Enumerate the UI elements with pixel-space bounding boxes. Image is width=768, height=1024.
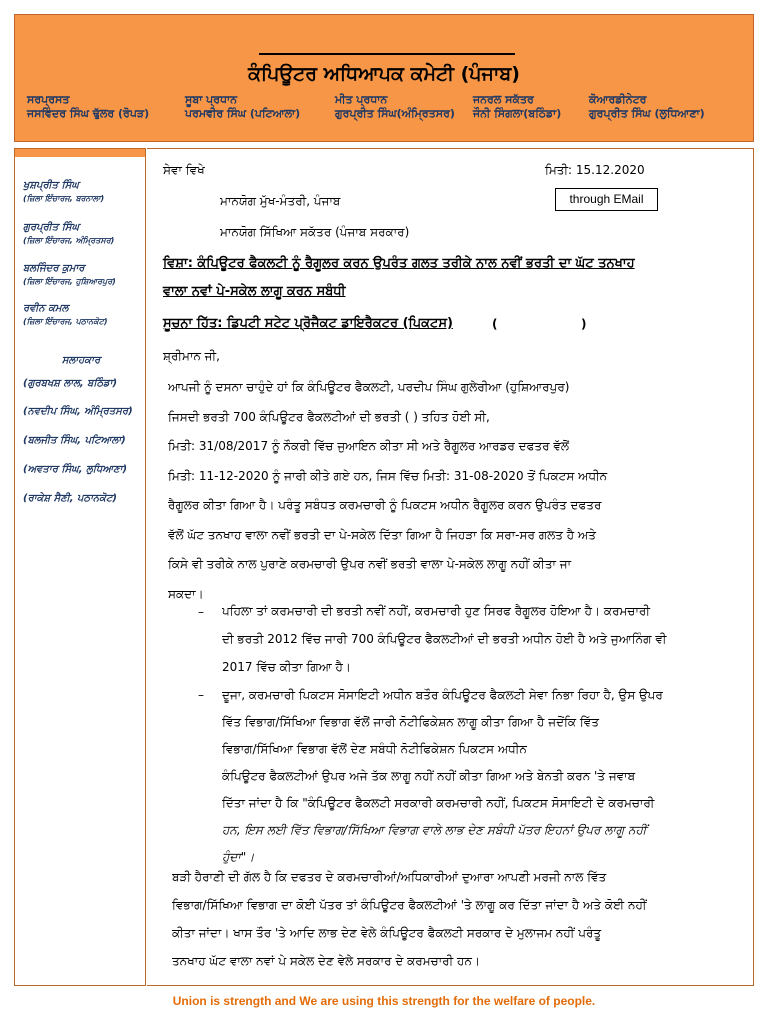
text-line: ਦੂਜਾ, ਕਰਮਚਾਰੀ ਪਿਕਟਸ ਸੋਸਾਇਟੀ ਅਧੀਨ ਬਤੌਰ ਕੰਪਿਊਟਰ ਫੈਕਲਟੀ ਸੇਵਾ ਨਿਭਾ ਰਿਹਾ ਹੈ, ਉਸ ਉਪਰ [222,688,663,702]
sidebar-member [23,179,104,205]
text-line: ਵਿੱਤ ਵਿਭਾਗ/ਸਿੱਖਿਆ ਵਿਭਾਗ ਵੱਲੋਂ ਜਾਰੀ ਨੋਟੀਫਿਕੇਸ਼ਨ ਲਾਗੂ ਕੀਤਾ ਗਿਆ ਹੈ ਜਦੋਂਕਿ ਵਿੱਤ [222,715,599,729]
delivery-method-box: through EMail [555,188,658,211]
member-name: ਬਲਜਿੰਦਰ ਕੁਮਾਰ [23,263,85,274]
officer-name: ਗੁਰਪ੍ਰੀਤ ਸਿੰਘ(ਅੰਮ੍ਰਿਤਸਰ) [335,107,455,120]
officer-role: ਜਨਰਲ ਸਕੱਤਰ [473,93,534,106]
sidebar-accent-bar [15,149,145,157]
text-line: ਆਪਜੀ ਨੂੰ ਦਸਨਾ ਚਾਹੁੰਦੇ ਹਾਂ ਕਿ ਕੰਪਿਊਟਰ ਫੈਕਲਟੀ, ਪਰਦੀਪ ਸਿੰਘ ਗੁਲੇਰੀਆ (ਹੁਸ਼ਿਆਰਪੁਰ) [168,380,570,394]
info-placeholder: ( ) [492,317,587,331]
bullet-marker: – [198,688,204,702]
footer-motto: Union is strength and We are using this strength for the welfare of people. [172,994,596,1008]
sidebar-members [14,148,146,986]
bullet-marker: – [198,605,204,619]
text-line: ਕੰਪਿਊਟਰ ਫੈਕਲਟੀਆਂ ਉਪਰ ਅਜੇ ਤੱਕ ਲਾਗੂ ਨਹੀਂ ਨਹੀਂ ਕੀਤਾ ਗਿਆ ਅਤੇ ਬੇਨਤੀ ਕਰਨ 'ਤੇ ਜਵਾਬ [222,769,636,783]
info-line: ਸੂਚਨਾ ਹਿੱਤ: ਡਿਪਟੀ ਸਟੇਟ ਪ੍ਰੋਜੈਕਟ ਡਾਇਰੈਕਟਰ (ਪਿਕਟਸ) [163,316,453,331]
advisor-item: (ਨਵਦੀਪ ਸਿੰਘ, ਅੰਮ੍ਰਿਤਸਰ) [23,406,133,417]
officer-name: ਜਸਵਿੰਦਰ ਸਿੰਘ ਢੁੱਲਰ (ਰੋਪੜ) [27,107,150,120]
advisor-item: (ਅਵਤਾਰ ਸਿੰਘ, ਲੁਧਿਆਣਾ) [23,464,128,475]
text-line: ਤਨਖਾਹ ਘੱਟ ਵਾਲਾ ਨਵਾਂ ਪੇ ਸਕੇਲ ਦੇਣ ਵੇਲੇ ਸਰਕਾਰ ਦੇ ਕਰਮਚਾਰੀ ਹਨ। [172,954,480,968]
subject-line: ਵਿਸ਼ਾ: ਕੰਪਿਊਟਰ ਫੈਕਲਟੀ ਨੂੰ ਰੈਗੂਲਰ ਕਰਨ ਉਪਰੰਤ ਗਲਤ ਤਰੀਕੇ ਨਾਲ ਨਵੀਂ ਭਰਤੀ ਦਾ ਘੱਟ ਤਨਖਾਹ [163,256,635,271]
officer-vice-president [335,93,455,121]
sidebar-member [23,221,114,247]
text-line: ਜਿਸਦੀ ਭਰਤੀ 700 ਕੰਪਿਊਟਰ ਫੈਕਲਟੀਆਂ ਦੀ ਭਰਤੀ ( ) ਤਹਿਤ ਹੋਈ ਸੀ, [168,409,490,424]
subject-line-cont: ਵਾਲਾ ਨਵਾਂ ਪੇ-ਸਕੇਲ ਲਾਗੂ ਕਰਨ ਸਬੰਧੀ [163,284,346,299]
text-line: ਬੜੀ ਹੈਰਾਣੀ ਦੀ ਗੱਲ ਹੈ ਕਿ ਦਫਤਰ ਦੇ ਕਰਮਚਾਰੀਆਂ/ਅਧਿਕਾਰੀਆਂ ਦੁਆਰਾ ਆਪਣੀ ਮਰਜੀ ਨਾਲ ਵਿੱਤ [172,870,607,884]
officer-role: ਸਰਪ੍ਰਸਤ [27,93,70,106]
officer-role: ਸੂਬਾ ਪ੍ਰਧਾਨ [185,93,238,106]
salutation-to: ਸੇਵਾ ਵਿਖੇ [163,163,205,177]
text-line: ਵੱਲੋਂ ਘੱਟ ਤਨਖਾਹ ਵਾਲਾ ਨਵੀਂ ਭਰਤੀ ਦਾ ਪੇ-ਸਕੇਲ ਦਿੱਤਾ ਗਿਆ ਹੈ ਜਿਹੜਾ ਕਿ ਸਰਾ-ਸਰ ਗਲਤ ਹੈ ਅਤੇ [168,527,596,542]
title-rule [259,53,515,55]
greeting: ਸ਼੍ਰੀਮਾਨ ਜੀ, [163,349,220,363]
advisor-item: (ਗੁਰਬਖਸ਼ ਲਾਲ, ਬਠਿੰਡਾ) [23,378,118,389]
text-line: ਹਨ, ਇਸ ਲਈ ਵਿੱਤ ਵਿਭਾਗ/ਸਿੱਖਿਆ ਵਿਭਾਗ ਵਾਲੇ ਲਾਭ ਦੇਣ ਸਬੰਧੀ ਪੱਤਰ ਇਹਨਾਂ ਉਪਰ ਲਾਗੂ ਨਹੀਂ [222,823,647,837]
organization-title: ਕੰਪਿਊਟਰ ਅਧਿਆਪਕ ਕਮੇਟੀ (ਪੰਜਾਬ) [248,63,520,85]
officer-general-secretary [473,93,561,121]
recipient-education-secretary: ਮਾਨਯੋਗ ਸਿੱਖਿਆ ਸਕੱਤਰ (ਪੰਜਾਬ ਸਰਕਾਰ) [220,225,410,239]
text-line: ਮਿਤੀ: 11-12-2020 ਨੂੰ ਜਾਰੀ ਕੀਤੇ ਗਏ ਹਨ, ਜਿਸ ਵਿੱਚ ਮਿਤੀ: 31-08-2020 ਤੋਂ ਪਿਕਟਸ ਅਧੀਨ [168,468,608,483]
text-line: 2017 ਵਿੱਚ ਕੀਤਾ ਗਿਆ ਹੈ। [222,660,351,674]
member-name: ਰਵੀਨ ਕਮਲ [23,303,69,314]
sidebar-member [23,302,108,328]
officer-role: ਮੀਤ ਪ੍ਰਧਾਨ [335,93,388,106]
text-line: ਵਿਭਾਗ/ਸਿੱਖਿਆ ਵਿਭਾਗ ਦਾ ਕੋਈ ਪੱਤਰ ਤਾਂ ਕੰਪਿਊਟਰ ਫੈਕਲਟੀਆਂ 'ਤੇ ਲਾਗੂ ਕਰ ਦਿੱਤਾ ਜਾਂਦਾ ਹੈ ਅਤੇ ਕੋਈ ਨਹੀਂ [172,898,647,912]
advisor-item: (ਬਲਜੀਤ ਸਿੰਘ, ਪਟਿਆਲਾ) [23,435,126,446]
officer-role: ਕੋਆਰਡੀਨੇਟਰ [589,93,647,106]
advisors-heading: ਸਲਾਹਕਾਰ [61,355,101,366]
text-line: ਪਹਿਲਾ ਤਾਂ ਕਰਮਚਾਰੀ ਦੀ ਭਰਤੀ ਨਵੀਂ ਨਹੀਂ, ਕਰਮਚਾਰੀ ਹੁਣ ਸਿਰਫ ਰੈਗੂਲਰ ਹੋਇਆ ਹੈ। ਕਰਮਚਾਰੀ [222,604,650,618]
text-line: ਸਕਦਾ। [168,586,204,601]
member-role: (ਜ਼ਿਲਾ ਇੰਚਾਰਜ, ਬਰਨਾਲਾ) [23,194,105,203]
member-name: ਗੁਰਪ੍ਰੀਤ ਸਿੰਘ [23,222,80,233]
recipient-chief-minister: ਮਾਨਯੋਗ ਮੁੱਖ-ਮੰਤਰੀ, ਪੰਜਾਬ [220,194,341,208]
officer-name: ਗੁਰਪ੍ਰੀਤ ਸਿੰਘ (ਲੁਧਿਆਣਾ) [589,107,705,120]
officer-patron [27,93,149,121]
text-line: ਹੁੰਦਾ"। [222,850,255,864]
officer-name: ਪਰਮਵੀਰ ਸਿੰਘ (ਪਟਿਆਲਾ) [185,107,301,120]
member-role: (ਜ਼ਿਲਾ ਇੰਚਾਰਜ, ਪਠਾਨਕੋਟ) [23,317,108,326]
letter-date: ਮਿਤੀ: 15.12.2020 [545,163,645,177]
member-role: (ਜ਼ਿਲਾ ਇੰਚਾਰਜ, ਅੰਮ੍ਰਿਤਸਰ) [23,236,115,245]
member-name: ਖੁਸ਼ਪ੍ਰੀਤ ਸਿੰਘ [23,180,79,191]
text-line: ਮਿਤੀ: 31/08/2017 ਨੂੰ ਨੌਕਰੀ ਵਿੱਚ ਜੁਆਇਨ ਕੀਤਾ ਸੀ ਅਤੇ ਰੈਗੂਲਰ ਆਰਡਰ ਦਫਤਰ ਵੱਲੋਂ [168,439,569,453]
sidebar-member [23,262,116,288]
officer-name: ਜੌਨੀ ਸਿੰਗਲਾ(ਬਠਿੰਡਾ) [473,107,562,120]
member-role: (ਜ਼ਿਲਾ ਇੰਚਾਰਜ, ਹੁਸ਼ਿਆਰਪੁਰ) [23,277,116,286]
text-line: ਦੀ ਭਰਤੀ 2012 ਵਿੱਚ ਜਾਰੀ 700 ਕੰਪਿਊਟਰ ਫੈਕਲਟੀਆਂ ਦੀ ਭਰਤੀ ਅਧੀਨ ਹੋਈ ਹੈ ਅਤੇ ਜੁਆਨਿੰਗ ਵੀ [222,632,667,646]
letterhead-banner [14,14,754,142]
text-line: ਕਿਸੇ ਵੀ ਤਰੀਕੇ ਨਾਲ ਪੁਰਾਣੇ ਕਰਮਚਾਰੀ ਉਪਰ ਨਵੀਂ ਭਰਤੀ ਵਾਲਾ ਪੇ-ਸਕੇਲ ਲਾਗੂ ਨਹੀਂ ਕੀਤਾ ਜਾ [168,557,572,571]
text-line: ਕੀਤਾ ਜਾਂਦਾ। ਖਾਸ ਤੌਰ 'ਤੇ ਆਦਿ ਲਾਭ ਦੇਣ ਵੇਲੇ ਕੰਪਿਊਟਰ ਫੈਕਲਟੀ ਸਰਕਾਰ ਦੇ ਮੁਲਾਜਮ ਨਹੀਂ ਪਰੰਤੂ [172,926,602,940]
text-line: ਵਿਭਾਗ/ਸਿੱਖਿਆ ਵਿਭਾਗ ਵੱਲੋਂ ਦੇਣ ਸਬੰਧੀ ਨੋਟੀਫਿਕੇਸ਼ਨ ਪਿਕਟਸ ਅਧੀਨ [222,742,527,756]
text-line: ਰੈਗੂਲਰ ਕੀਤਾ ਗਿਆ ਹੈ। ਪਰੰਤੂ ਸਬੰਧਤ ਕਰਮਚਾਰੀ ਨੂੰ ਪਿਕਟਸ ਅਧੀਨ ਰੈਗੂਲਰ ਕਰਨ ਉਪਰੰਤ ਦਫਤਰ [168,498,602,512]
officer-state-president [185,93,300,121]
officer-coordinator [589,93,705,121]
advisor-item: (ਰਾਕੇਸ਼ ਸੈਣੀ, ਪਠਾਨਕੋਟ) [23,493,117,504]
text-line: ਦਿੱਤਾ ਜਾਂਦਾ ਹੈ ਕਿ "ਕੰਪਿਊਟਰ ਫੈਕਲਟੀ ਸਰਕਾਰੀ ਕਰਮਚਾਰੀ ਨਹੀਂ, ਪਿਕਟਸ ਸੋਸਾਇਟੀ ਦੇ ਕਰਮਚਾਰੀ [222,796,655,810]
